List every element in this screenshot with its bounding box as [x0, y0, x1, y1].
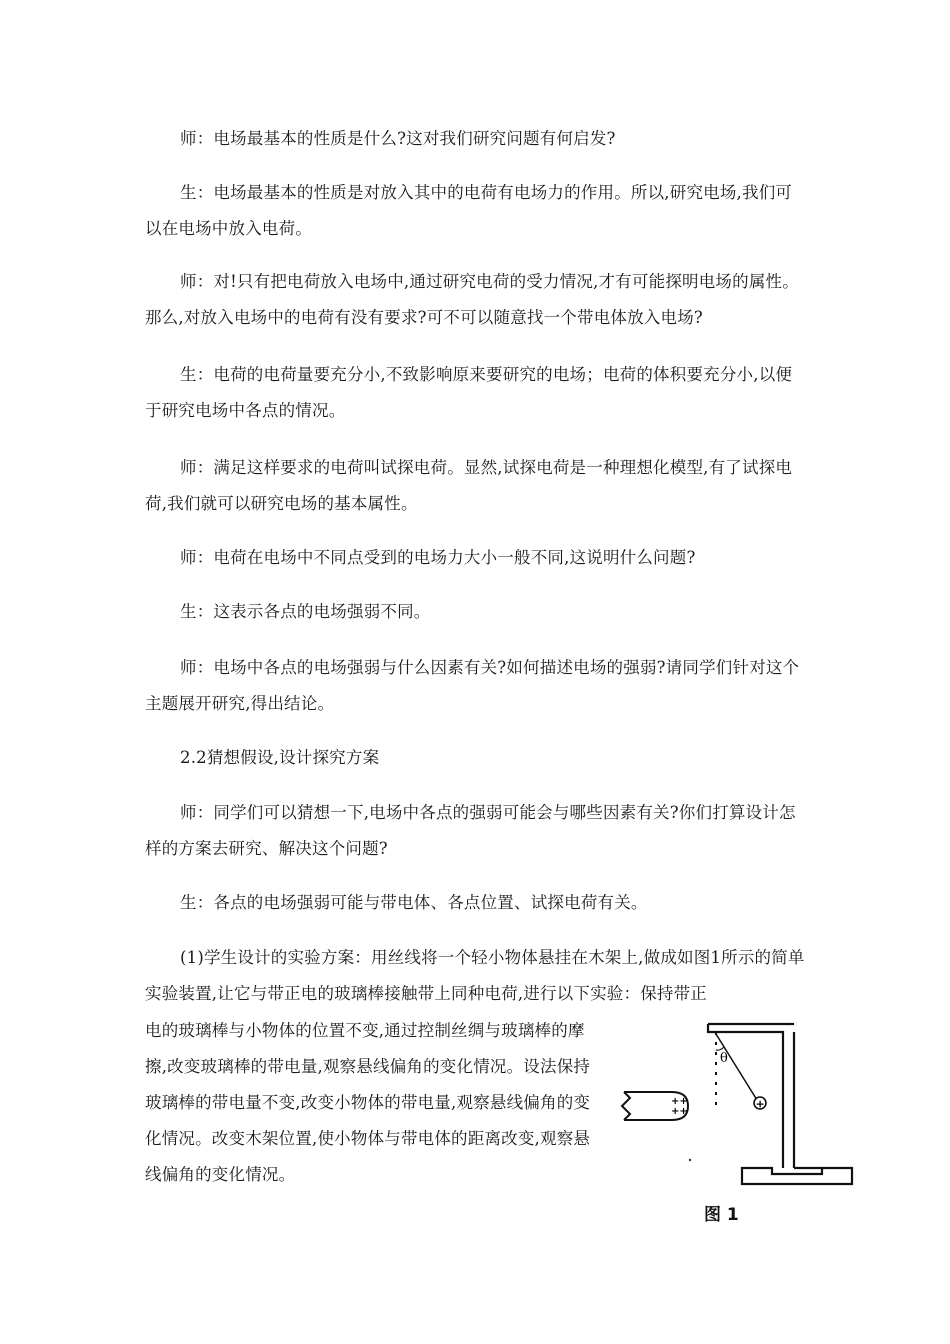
paragraph-6: 师：电荷在电场中不同点受到的电场力大小一般不同,这说明什么问题?: [180, 548, 696, 567]
paragraph-2: 生：电场最基本的性质是对放入其中的电荷有电场力的作用。所以,研究电场,我们可以在电场中放入电荷。: [145, 183, 793, 238]
paragraph-8: 师：电场中各点的电场强弱与什么因素有关?如何描述电场的强弱?请同学们针对这个主题展开研究,得出结论。: [145, 658, 800, 713]
section-heading: 2.2猜想假设,设计探究方案: [180, 748, 380, 767]
paragraph-9: 师：同学们可以猜想一下,电场中各点的强弱可能会与哪些因素有关?你们打算设计怎样的方案去研究、解决这个问题?: [145, 803, 796, 858]
paragraph-5: 师：满足这样要求的电荷叫试探电荷。显然,试探电荷是一种理想化模型,有了试探电荷,我们就可以研究电场的基本属性。: [145, 458, 793, 513]
ball-charge: +: [755, 1097, 765, 1111]
wooden-stand: [708, 1024, 852, 1184]
paragraph-3: 师：对!只有把电荷放入电场中,通过研究电荷的受力情况,才有可能探明电场的属性。那么,对放入电场中的电荷有没有要求?可不可以随意找一个带电体放入电场?: [145, 272, 799, 327]
paragraph-11-continued: 电的玻璃棒与小物体的位置不变,通过控制丝绸与玻璃棒的摩擦,改变玻璃棒的带电量,观察悬线偏角的变化情况。设法保持玻璃棒的带电量不变,改变小物体的带电量,观察悬线偏角的变化情况。改变木架位置,使小物体与带电体的距离改变,观察悬线偏角的变化情况。: [145, 1021, 591, 1184]
figure-1: [616, 1010, 856, 1224]
paragraph-1: 师：电场最基本的性质是什么?这对我们研究问题有何启发?: [180, 129, 616, 148]
angle-arc: [716, 1047, 724, 1050]
pendulum-diagram: [616, 1010, 856, 1200]
paragraph-4: 生：电荷的电荷量要充分小,不致影响原来要研究的电场；电荷的体积要充分小,以便于研究电场中各点的情况。: [145, 365, 793, 420]
paragraph-10: 生：各点的电场强弱可能与带电体、各点位置、试探电荷有关。: [180, 893, 648, 912]
angle-label: θ: [720, 1051, 728, 1066]
scan-speck: [689, 1159, 691, 1161]
paragraph-7: 生：这表示各点的电场强弱不同。: [180, 602, 431, 621]
suspension-thread: [716, 1034, 757, 1100]
rod-charges: ++: [671, 1096, 688, 1107]
rod-charges-lower: ++: [671, 1106, 688, 1117]
figure-caption: 图 1: [704, 1205, 739, 1225]
paragraph-11: (1)学生设计的实验方案：用丝线将一个轻小物体悬挂在木架上,做成如图1所示的简单实验装置,让它与带正电的玻璃棒接触带上同种电荷,进行以下实验：保持带正: [145, 948, 805, 1003]
